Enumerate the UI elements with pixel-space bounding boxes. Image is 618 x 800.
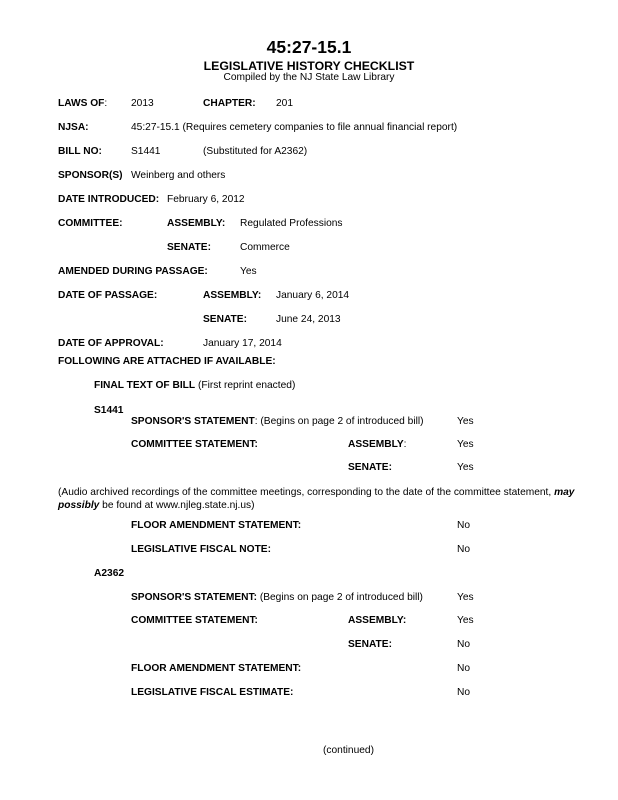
njsa-label: NJSA: <box>58 122 89 133</box>
s1441-fiscal-label: LEGISLATIVE FISCAL NOTE: <box>131 544 271 555</box>
laws-of-label: LAWS OF: <box>58 98 108 109</box>
date-introduced-value: February 6, 2012 <box>167 194 245 205</box>
audio-archive-note: (Audio archived recordings of the committee meetings, corresponding to the date of the committee statement, may possibly be found at www.njleg.state.nj.us) <box>58 487 575 511</box>
final-text-label: FINAL TEXT OF BILL <box>94 380 196 391</box>
a2362-sponsor-statement: SPONSOR'S STATEMENT: (Begins on page 2 of introduced bill) <box>131 592 423 603</box>
a2362-heading: A2362 <box>94 568 125 579</box>
date-of-approval-label: DATE OF APPROVAL: <box>58 338 164 349</box>
continued-note: (continued) <box>323 745 374 756</box>
sponsors-label: SPONSOR(S) <box>58 170 123 181</box>
a2362-committee-senate-label: SENATE: <box>348 639 392 650</box>
sponsors-value: Weinberg and others <box>131 170 226 181</box>
a2362-committee-label: COMMITTEE STATEMENT: <box>131 615 258 626</box>
final-text-line <box>94 380 295 391</box>
committee-senate-label: SENATE: <box>167 242 211 253</box>
document-subtitle: Compiled by the NJ State Law Library <box>223 72 395 83</box>
s1441-committee-assembly-value: Yes <box>457 439 474 450</box>
committee-assembly-label: ASSEMBLY: <box>167 218 226 229</box>
a2362-committee-assembly-label: ASSEMBLY: <box>348 615 407 626</box>
amended-value: Yes <box>240 266 257 277</box>
laws-of-value: 2013 <box>131 98 154 109</box>
a2362-fiscal-label: LEGISLATIVE FISCAL ESTIMATE: <box>131 687 294 698</box>
committee-assembly-value: Regulated Professions <box>240 218 343 229</box>
njsa-value: 45:27-15.1 (Requires cemetery companies to file annual financial report) <box>131 122 458 133</box>
passage-senate-value: June 24, 2013 <box>276 314 341 325</box>
s1441-heading: S1441 <box>94 405 124 416</box>
a2362-fiscal-value: No <box>457 687 471 698</box>
a2362-sponsor-value: Yes <box>457 592 474 603</box>
s1441-sponsor-value: Yes <box>457 416 474 427</box>
s1441-committee-senate-value: Yes <box>457 462 474 473</box>
date-of-passage-label: DATE OF PASSAGE: <box>58 290 158 301</box>
s1441-fiscal-value: No <box>457 544 471 555</box>
s1441-floor-value: No <box>457 520 471 531</box>
document-title: LEGISLATIVE HISTORY CHECKLIST <box>203 59 415 73</box>
amended-label: AMENDED DURING PASSAGE: <box>58 266 208 277</box>
passage-assembly-label: ASSEMBLY: <box>203 290 262 301</box>
passage-assembly-value: January 6, 2014 <box>276 290 350 301</box>
s1441-sponsor-statement: SPONSOR'S STATEMENT: (Begins on page 2 of introduced bill) <box>131 416 424 427</box>
bill-no-value: S1441 <box>131 146 161 157</box>
s1441-committee-senate-label: SENATE: <box>348 462 392 473</box>
date-introduced-label: DATE INTRODUCED: <box>58 194 160 205</box>
s1441-committee-assembly-label: ASSEMBLY: <box>348 439 407 450</box>
chapter-label: CHAPTER: <box>203 98 256 109</box>
passage-senate-label: SENATE: <box>203 314 247 325</box>
a2362-floor-label: FLOOR AMENDMENT STATEMENT: <box>131 663 302 674</box>
committee-label: COMMITTEE: <box>58 218 123 229</box>
substituted-note: (Substituted for A2362) <box>203 146 308 157</box>
final-text-note: (First reprint enacted) <box>195 380 296 391</box>
chapter-value: 201 <box>276 98 293 109</box>
committee-senate-value: Commerce <box>240 242 290 253</box>
a2362-committee-assembly-value: Yes <box>457 615 474 626</box>
bill-no-label: BILL NO: <box>58 146 102 157</box>
a2362-committee-senate-value: No <box>457 639 471 650</box>
date-of-approval-value: January 17, 2014 <box>203 338 282 349</box>
s1441-floor-label: FLOOR AMENDMENT STATEMENT: <box>131 520 302 531</box>
a2362-floor-value: No <box>457 663 471 674</box>
document-number: 45:27-15.1 <box>266 37 352 57</box>
attached-heading: FOLLOWING ARE ATTACHED IF AVAILABLE: <box>58 356 276 367</box>
s1441-committee-label: COMMITTEE STATEMENT: <box>131 439 258 450</box>
